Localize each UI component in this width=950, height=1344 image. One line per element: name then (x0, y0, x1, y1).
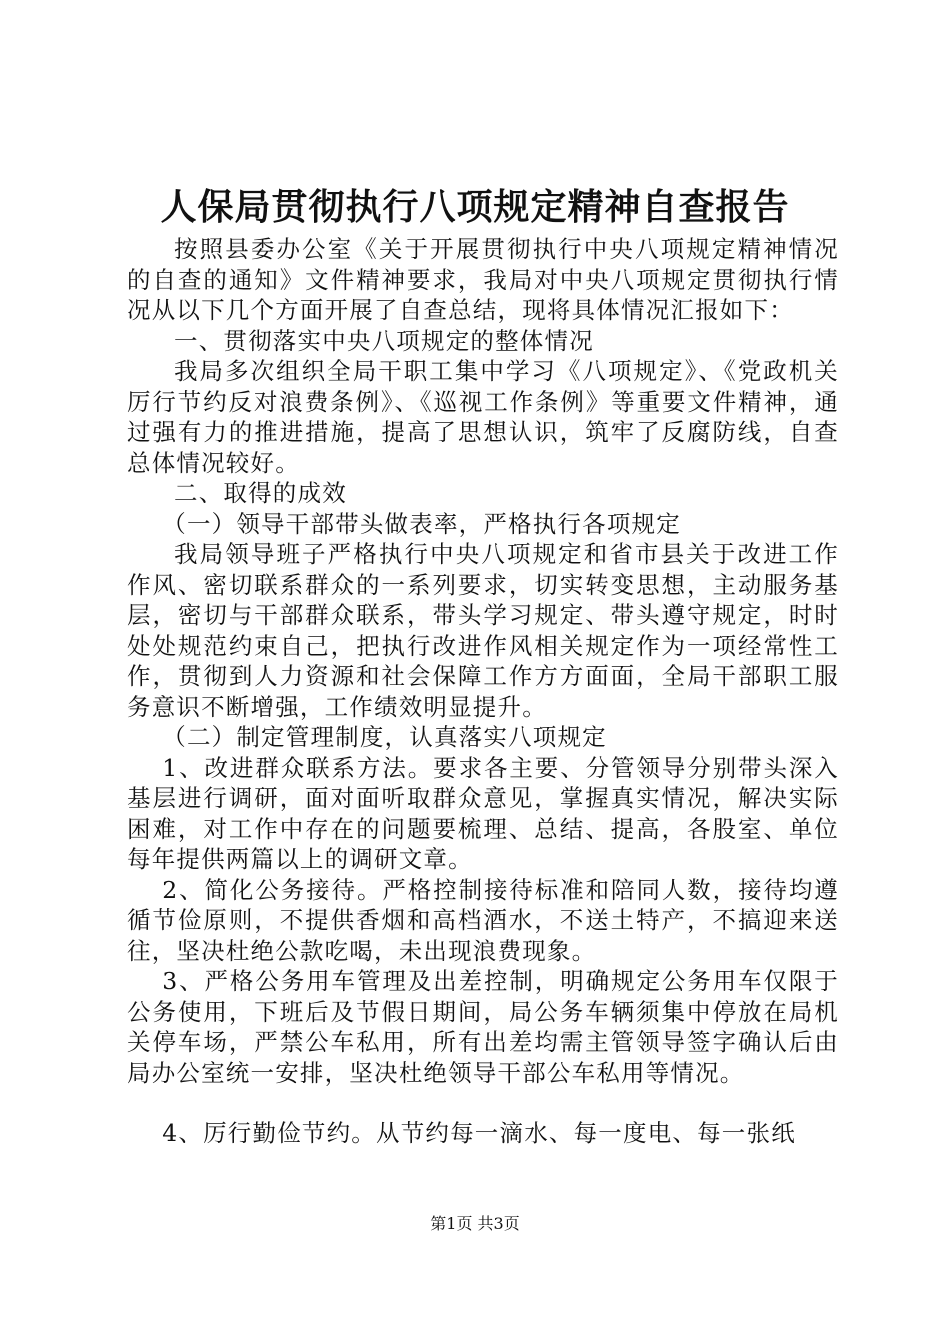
paragraph-leadership: 我局领导班子严格执行中央八项规定和省市县关于改进工作作风、密切联系群众的一系列要求，切实转变思想，主动服务基层，密切与干部群众联系，带头学习规定、带头遵守规定，时时处处规范约束自己，把执行改进作风相关规定作为一项经常性工作，贯彻到人力资源和社会保障工作方方面面，全局干部职工服务意识不断增强，工作绩效明显提升。 (127, 540, 839, 721)
paragraph-item-4: 4、厉行勤俭节约。从节约每一滴水、每一度电、每一张纸 (162, 1119, 796, 1147)
section-heading-1: 一、贯彻落实中央八项规定的整体情况 (174, 326, 594, 355)
paragraph-item-1: 1、改进群众联系方法。要求各主要、分管领导分别带头深入基层进行调研，面对面听取群众意见，掌握真实情况，解决实际困难，对工作中存在的问题要梳理、总结、提高，各股室、单位每年提供两篇以上的调研文章。 (127, 753, 839, 873)
paragraph-item-2: 2、简化公务接待。严格控制接待标准和陪同人数，接待均遵循节俭原则，不提供香烟和高档酒水，不送土特产，不搞迎来送往，坚决杜绝公款吃喝，未出现浪费现象。 (127, 875, 839, 965)
subsection-heading-2: （二）制定管理制度，认真落实八项规定 (162, 723, 607, 751)
page-number: 第1页 共3页 (430, 1214, 520, 1233)
document-body (127, 234, 839, 1149)
section-heading-2: 二、取得的成效 (174, 479, 347, 507)
subsection-heading-1: （一）领导干部带头做表率，严格执行各项规定 (162, 509, 681, 538)
paragraph-intro: 按照县委办公室《关于开展贯彻执行中央八项规定精神情况的自查的通知》文件精神要求，我局对中央八项规定贯彻执行情况从以下几个方面开展了自查总结，现将具体情况汇报如下： (127, 235, 839, 324)
document-title: 人保局贯彻执行八项规定精神自查报告 (160, 187, 790, 228)
paragraph-overall: 我局多次组织全局干职工集中学习《八项规定》、《党政机关厉行节约反对浪费条例》、《巡视工作条例》等重要文件精神，通过强有力的推进措施，提高了思想认识，筑牢了反腐防线，自查总体情况较好。 (127, 357, 839, 477)
paragraph-item-3: 3、严格公务用车管理及出差控制，明确规定公务用车仅限于公务使用，下班后及节假日期间，局公务车辆须集中停放在局机关停车场，严禁公车私用，所有出差均需主管领导签字确认后由局办公室统一安排，坚决杜绝领导干部公车私用等情况。 (127, 967, 839, 1087)
